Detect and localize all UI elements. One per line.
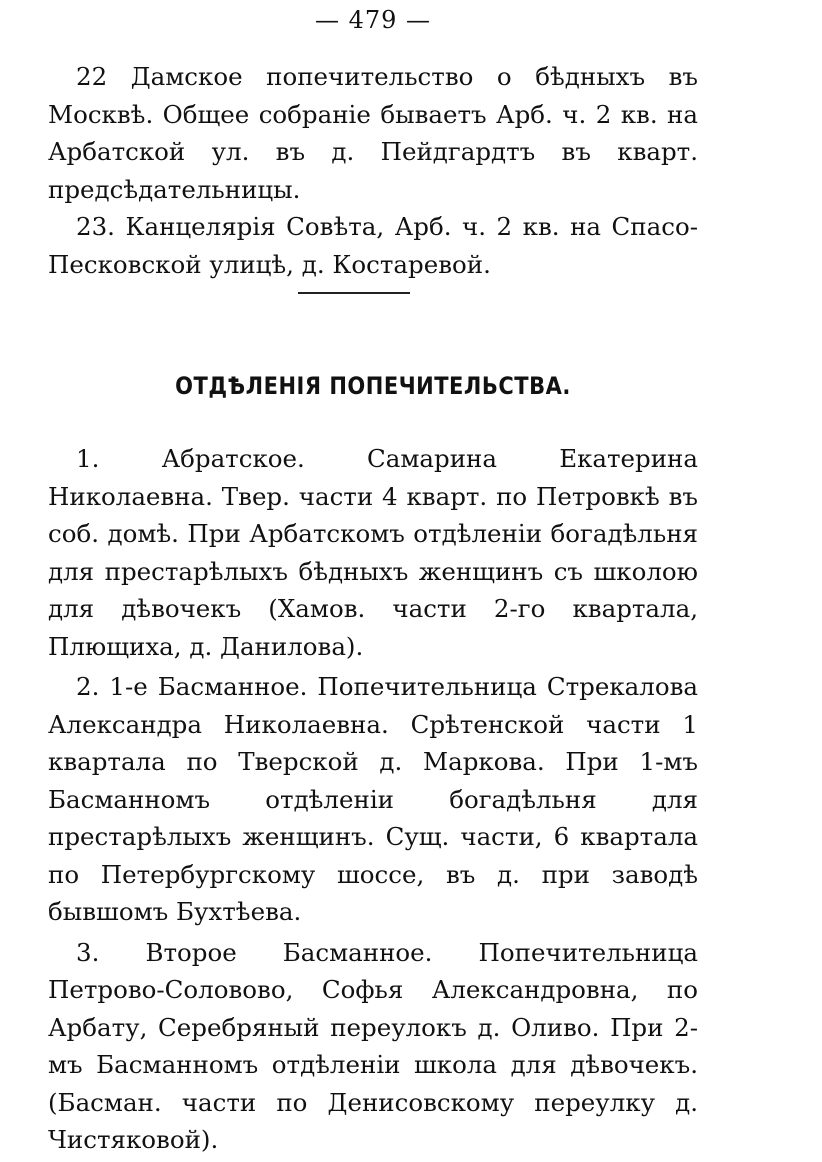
branch-entry-1: 1. Абратское. Самарина Екатерина Николаевна. Твер. части 4 кварт. по Петровкѣ въ соб. домѣ. При Арбатскомъ отдѣленіи богадѣльня для престарѣлыхъ бѣдныхъ женщинъ съ школою для дѣвочекъ (Хамов. части 2-го квартала, Плющиха, д. Даниловa). xyxy=(48,444,698,661)
entry-23: 23. Канцелярія Совѣта, Арб. ч. 2 кв. на Спасо-Песковской улицѣ, д. Костаревой. xyxy=(48,212,698,279)
section-heading: ОТДѢЛЕНІЯ ПОПЕЧИТЕЛЬСТВА. xyxy=(175,372,571,400)
section-divider xyxy=(298,292,410,294)
page-number: — 479 — xyxy=(314,6,432,34)
branch-entry-2: 2. 1-е Басманное. Попечительница Стрекалова Александра Николаевна. Срѣтенской части 1 квартала по Тверской д. Маркова. При 1-мъ Басманномъ отдѣленіи богадѣльня для престарѣлыхъ женщинъ. Сущ. части, 6 квартала по Петербургскому шоссе, въ д. при заводѣ бывшомъ Бухтѣева. xyxy=(48,672,698,926)
branch-entry-3: 3. Второе Басманное. Попечительница Петрово-Соловово, Софья Александровна, по Арбату, Серебряный переулокъ д. Оливо. При 2-мъ Басманномъ отдѣленіи школа для дѣвочекъ. (Басман. части по Денисовскому переулку д. Чистяковой). xyxy=(48,937,698,1154)
branch-list xyxy=(48,440,698,1162)
top-entries xyxy=(48,58,698,283)
entry-22: 22 Дамское попечительство о бѣдныхъ въ Москвѣ. Общее собраніе бываетъ Арб. ч. 2 кв. на Арбатской ул. въ д. Пейдгардтъ въ кварт. предсѣдательницы. xyxy=(48,62,698,204)
